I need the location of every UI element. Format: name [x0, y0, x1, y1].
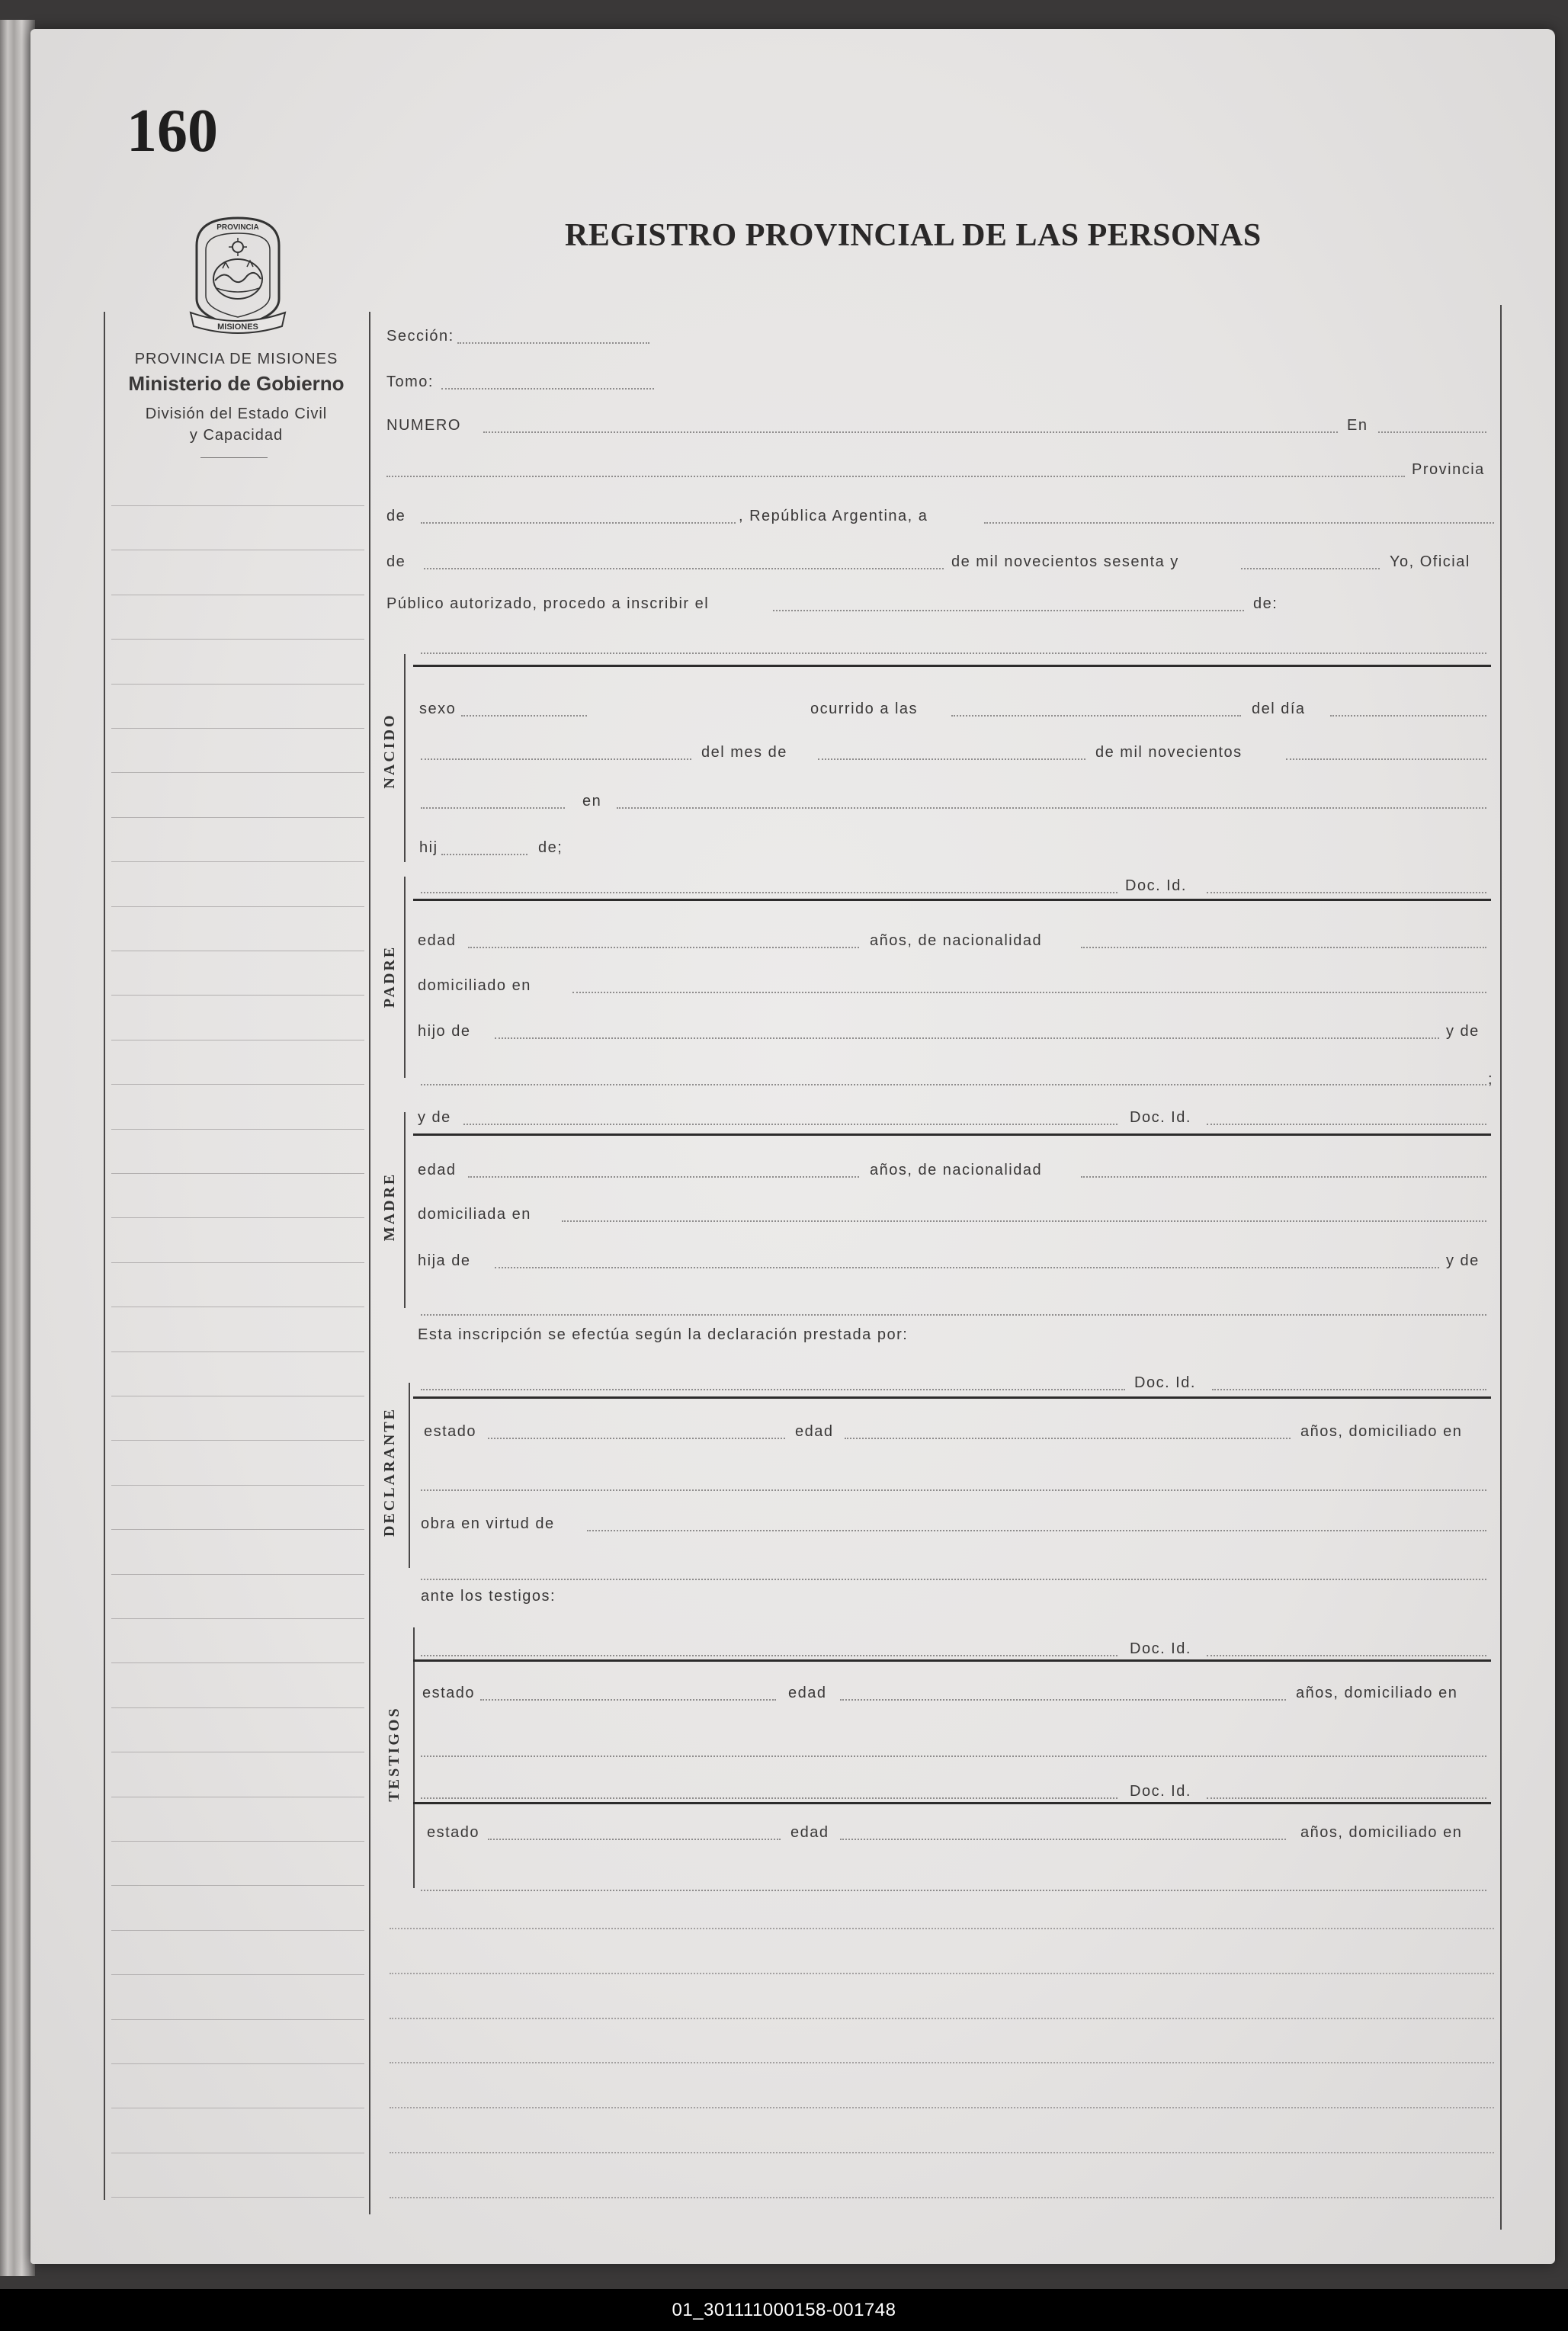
sidebar-division: División del Estado Civil	[145, 406, 328, 422]
sidebar-ministry: Ministerio de Gobierno	[128, 372, 345, 395]
notes-ruled-line	[390, 1928, 1494, 1929]
label-provincia: Provincia	[1412, 461, 1485, 478]
field-doc-id-testigo-2	[1207, 1797, 1486, 1799]
label-edad-declarante: edad	[795, 1423, 834, 1440]
field-en	[1378, 431, 1486, 433]
form-title: REGISTRO PROVINCIAL DE LAS PERSONAS	[565, 218, 1262, 253]
testigo-1-rule	[413, 1659, 1491, 1662]
image-caption-bar	[0, 2289, 1568, 2331]
sidebar-ruled-line	[111, 2019, 364, 2020]
nacido-rule	[413, 665, 1491, 667]
section-label-declarante: DECLARANTE	[381, 1406, 398, 1537]
field-domicilio-padre	[572, 992, 1486, 993]
field-estado-testigo-2	[488, 1839, 781, 1840]
sidebar-ruled-line	[111, 639, 364, 640]
madre-bracket-line	[404, 1112, 406, 1308]
province-seal-icon	[186, 213, 290, 340]
notes-ruled-line	[390, 2152, 1494, 2153]
field-obra-cont	[421, 1579, 1486, 1580]
sidebar-ruled-line	[111, 2197, 364, 2198]
label-en: En	[1347, 417, 1368, 434]
sidebar-ruled-line	[111, 505, 364, 506]
field-fecha-anio	[1241, 568, 1380, 569]
section-label-padre: PADRE	[381, 944, 398, 1008]
notes-ruled-line	[390, 2018, 1494, 2019]
sidebar-ruled-line	[111, 1084, 364, 1085]
label-estado-testigo-1: estado	[422, 1685, 476, 1701]
field-fecha-dia	[984, 522, 1494, 524]
sidebar-ruled-line	[111, 995, 364, 996]
field-hij	[441, 854, 527, 855]
label-seccion: Sección:	[386, 328, 454, 345]
field-de-1	[421, 522, 736, 524]
notes-ruled-line	[390, 2062, 1494, 2063]
label-hij: hij	[419, 839, 438, 856]
label-del-dia: del día	[1252, 701, 1306, 717]
label-numero: NUMERO	[386, 417, 461, 434]
field-abuelo-paterno	[495, 1037, 1439, 1039]
label-tomo: Tomo:	[386, 374, 434, 390]
field-doc-id-testigo-1	[1207, 1655, 1486, 1656]
page-number: 160	[127, 98, 218, 165]
label-nacionalidad-padre: años, de nacionalidad	[870, 932, 1043, 949]
label-de-2: de	[386, 553, 406, 570]
sidebar-ruled-line	[111, 1885, 364, 1886]
field-edad-testigo-1	[840, 1699, 1286, 1701]
declarante-rule	[413, 1396, 1491, 1399]
label-doc-id-testigo-1: Doc. Id.	[1130, 1640, 1191, 1657]
field-nombre-declarante	[421, 1389, 1125, 1390]
field-estado-testigo-1	[480, 1699, 776, 1701]
label-estado-declarante: estado	[424, 1423, 477, 1440]
sidebar-division-2: y Capacidad	[189, 427, 284, 444]
field-domicilio-testigo-1	[421, 1755, 1486, 1757]
field-domicilio-madre	[562, 1220, 1486, 1222]
field-lugar-nacimiento	[617, 807, 1486, 809]
sidebar-ruled-line	[111, 1841, 364, 1842]
sidebar-ruled-line	[111, 1930, 364, 1931]
field-doc-id-declarante	[1212, 1389, 1486, 1390]
section-label-madre: MADRE	[381, 1172, 398, 1242]
sidebar-ruled-line	[111, 1262, 364, 1263]
field-seccion	[457, 342, 649, 344]
section-label-testigos: TESTIGOS	[386, 1706, 402, 1802]
label-doc-id-testigo-2: Doc. Id.	[1130, 1783, 1191, 1800]
image-id-caption: 01_301111000158-001748	[672, 2300, 896, 2320]
label-y-de-padre: y de	[1446, 1023, 1480, 1040]
sidebar-right-border	[369, 312, 370, 2214]
label-del-mes: del mes de	[701, 744, 787, 761]
sidebar-ruled-line	[111, 772, 364, 773]
field-edad-testigo-2	[840, 1839, 1286, 1840]
label-de-semicolon: de;	[538, 839, 563, 856]
field-edad-declarante	[845, 1438, 1291, 1439]
field-hora	[951, 715, 1241, 717]
field-numero	[483, 431, 1338, 433]
sidebar-ruled-line	[111, 1351, 364, 1352]
label-domiciliado-padre: domiciliado en	[418, 977, 531, 994]
sidebar-ruled-line	[111, 1217, 364, 1218]
label-estado-testigo-2: estado	[427, 1824, 480, 1841]
field-edad-padre	[468, 947, 859, 948]
label-obra: obra en virtud de	[421, 1515, 555, 1532]
label-doc-id-padre: Doc. Id.	[1125, 877, 1187, 894]
section-label-nacido: NACIDO	[381, 713, 398, 789]
field-abuela-paterna	[421, 1084, 1486, 1085]
field-obra	[587, 1530, 1486, 1531]
field-mes	[818, 758, 1085, 760]
declarante-bracket-line	[409, 1383, 410, 1568]
field-nombre-madre	[463, 1124, 1117, 1125]
field-abuela-materna	[421, 1314, 1486, 1316]
label-republica: , República Argentina, a	[739, 508, 928, 524]
sidebar-province: PROVINCIA DE MISIONES	[134, 351, 338, 367]
sidebar-ruled-line	[111, 728, 364, 729]
field-domicilio-declarante	[421, 1489, 1486, 1491]
label-oficial: Yo, Oficial	[1390, 553, 1470, 570]
field-nombre-nacido	[421, 652, 1486, 654]
field-sexo	[461, 715, 587, 717]
declaracion-text: Esta inscripción se efectúa según la declaración prestada por:	[418, 1326, 909, 1343]
field-estado-declarante	[488, 1438, 785, 1439]
sidebar-ruled-line	[111, 1707, 364, 1708]
sidebar-ruled-line	[111, 1574, 364, 1575]
sidebar-ruled-line	[111, 1173, 364, 1174]
field-abuelo-materno	[495, 1267, 1439, 1268]
sidebar-ruled-line	[111, 1129, 364, 1130]
label-domicilio-testigo-2: años, domiciliado en	[1300, 1824, 1463, 1841]
label-de-colon: de:	[1253, 595, 1278, 612]
field-fecha-mes	[424, 568, 944, 569]
seal-top-text: PROVINCIA	[216, 223, 259, 232]
sidebar-ruled-line	[111, 1618, 364, 1619]
label-y-de-madre-top: y de	[418, 1109, 451, 1126]
field-dia-cont	[421, 758, 691, 760]
label-doc-id-madre: Doc. Id.	[1130, 1109, 1191, 1126]
label-semicolon-padre: ;	[1488, 1071, 1494, 1088]
label-edad-madre: edad	[418, 1162, 457, 1178]
sidebar-ruled-line	[111, 1440, 364, 1441]
label-de-mil: de mil novecientos	[1095, 744, 1243, 761]
field-lugar	[386, 476, 1405, 477]
sidebar-ruled-line	[111, 906, 364, 907]
field-dia	[1330, 715, 1486, 717]
label-nacionalidad-madre: años, de nacionalidad	[870, 1162, 1043, 1178]
label-sexo: sexo	[419, 701, 457, 717]
sidebar-ruled-line	[111, 861, 364, 862]
field-anio-cont	[421, 807, 565, 809]
label-y-de-madre: y de	[1446, 1252, 1480, 1269]
sidebar-ruled-line	[111, 2063, 364, 2064]
sidebar-ruled-line	[111, 684, 364, 685]
seal-bottom-text: MISIONES	[217, 322, 258, 332]
label-sesenta: de mil novecientos sesenta y	[951, 553, 1179, 570]
padre-rule	[413, 899, 1491, 901]
field-nacionalidad-padre	[1081, 947, 1486, 948]
form-right-border	[1500, 305, 1502, 2230]
label-domicilio-testigo-1: años, domiciliado en	[1296, 1685, 1458, 1701]
notes-ruled-line	[390, 2197, 1494, 2198]
notes-ruled-line	[390, 1973, 1494, 1974]
sidebar-ruled-line	[111, 1529, 364, 1530]
testigo-2-rule	[413, 1802, 1491, 1804]
field-nacionalidad-madre	[1081, 1176, 1486, 1178]
label-de-1: de	[386, 508, 406, 524]
sidebar-ruled-line	[111, 1974, 364, 1975]
label-hija-de: hija de	[418, 1252, 471, 1269]
field-tomo	[441, 388, 654, 390]
field-anio	[1286, 758, 1486, 760]
testigos-bracket-line	[413, 1627, 415, 1888]
label-ocurrido: ocurrido a las	[810, 701, 919, 717]
sidebar-ruled-line	[111, 1662, 364, 1663]
field-nombre-padre	[421, 892, 1117, 893]
field-doc-id-padre	[1207, 892, 1486, 893]
label-edad-testigo-1: edad	[788, 1685, 827, 1701]
label-edad-testigo-2: edad	[790, 1824, 829, 1841]
label-ante-testigos: ante los testigos:	[421, 1588, 556, 1605]
sidebar-left-border	[104, 312, 105, 2200]
label-domicilio-declarante: años, domiciliado en	[1300, 1423, 1463, 1440]
field-nombre-testigo-2	[421, 1797, 1117, 1799]
field-nombre-testigo-1	[421, 1655, 1117, 1656]
label-doc-id-declarante: Doc. Id.	[1134, 1374, 1196, 1391]
label-edad-padre: edad	[418, 932, 457, 949]
nacido-bracket-line	[404, 654, 406, 862]
madre-rule	[413, 1133, 1491, 1136]
sidebar-ruled-line	[111, 817, 364, 818]
label-domiciliada-madre: domiciliada en	[418, 1206, 531, 1223]
sidebar-divider	[200, 457, 268, 458]
label-hijo-de: hijo de	[418, 1023, 471, 1040]
field-edad-madre	[468, 1176, 859, 1178]
label-publico: Público autorizado, procedo a inscribir el	[386, 595, 710, 612]
padre-bracket-line	[404, 877, 406, 1078]
field-doc-id-madre	[1207, 1124, 1486, 1125]
field-inscribir	[773, 610, 1244, 611]
label-en-lugar: en	[582, 793, 602, 810]
field-domicilio-testigo-2	[421, 1890, 1486, 1891]
sidebar-ruled-line	[111, 1485, 364, 1486]
notes-ruled-line	[390, 2107, 1494, 2108]
